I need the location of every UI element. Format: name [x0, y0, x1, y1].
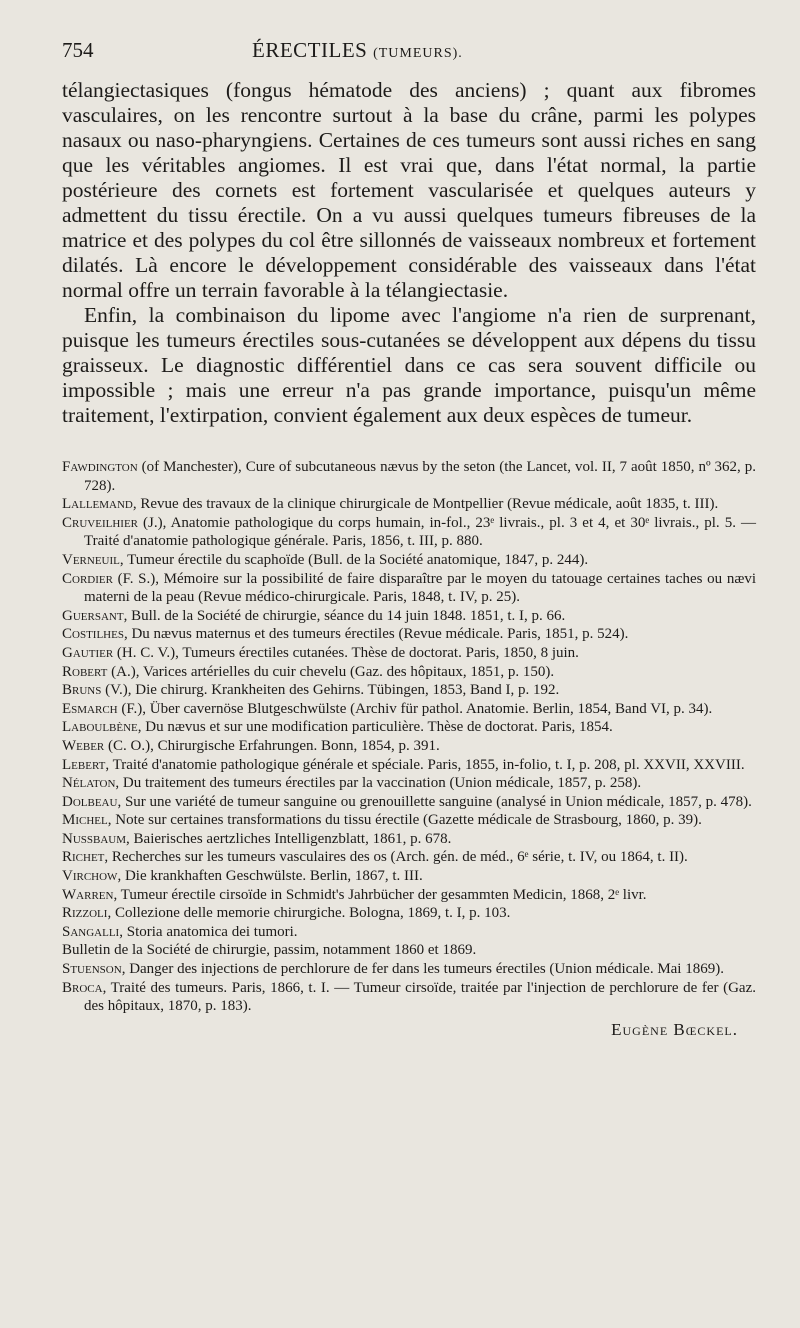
bibliography-entry — [62, 886, 756, 905]
reference-author: Rizzoli — [62, 905, 108, 922]
reference-author: Michel — [62, 812, 108, 829]
bibliography-entry — [62, 979, 756, 1016]
reference-author: Cruveilhier — [62, 514, 138, 531]
reference-text: (A.), Varices artérielles du cuir chevelu (Gaz. des hôpitaux, 1851, p. 150). — [107, 663, 555, 680]
bibliography-entry — [62, 514, 756, 551]
reference-author: Cordier — [62, 570, 113, 587]
reference-text: , Danger des injections de perchlorure de fer dans les tumeurs érectiles (Union médicale. Mai 1869). — [121, 961, 724, 978]
reference-author: Warren — [62, 886, 114, 903]
reference-text: (F. S.), Mémoire sur la possibilité de faire disparaître par le moyen du tatouage certaines taches ou nævi materni de la peau (Revue médico-chirurgicale. Paris, 1848, t. IV, p. 25). — [84, 570, 756, 606]
bibliography-entry — [62, 923, 756, 942]
reference-author: Bruns — [62, 682, 102, 699]
reference-text: , Storia anatomica dei tumori. — [119, 923, 298, 940]
reference-text: (C. O.), Chirurgische Erfahrungen. Bonn, 1854, p. 391. — [104, 737, 440, 754]
reference-text: , Baierisches aertzliches Intelligenzblatt, 1861, p. 678. — [126, 830, 452, 847]
bibliography-entry — [62, 941, 756, 960]
bibliography-entry — [62, 495, 756, 514]
reference-text: , Tumeur érectile du scaphoïde (Bull. de la Société anatomique, 1847, p. 244). — [119, 551, 589, 568]
bibliography-entry — [62, 551, 756, 570]
page-number: 754 — [62, 38, 94, 62]
bibliography-entry — [62, 774, 756, 793]
bibliography — [62, 458, 756, 1016]
reference-author: Guersant — [62, 607, 124, 624]
bibliography-entry — [62, 811, 756, 830]
reference-author: Gautier — [62, 644, 114, 661]
reference-text: (H. C. V.), Tumeurs érectiles cutanées. Thèse de doctorat. Paris, 1850, 8 juin. — [113, 644, 579, 661]
body-text — [62, 78, 756, 428]
reference-text: (of Manchester), Cure of subcutaneous nævus by the seton (the Lancet, vol. II, 7 août 1850, nº 362, p. 728). — [84, 459, 756, 494]
reference-text: , Traité des tumeurs. Paris, 1866, t. I. — Tumeur cirsoïde, traitée par l'injection de perchlorure de fer (Gaz. des hôpitaux, 1870, p. 183). — [84, 979, 756, 1015]
bibliography-entry — [62, 867, 756, 886]
reference-text: , Traité d'anatomie pathologique générale et spéciale. Paris, 1855, in-folio, t. I, p. 208, pl. XXVII, XXVIII. — [105, 756, 745, 773]
bibliography-entry — [62, 644, 756, 663]
bibliography-entry — [62, 700, 756, 719]
bibliography-entry — [62, 663, 756, 682]
bibliography-entry — [62, 625, 756, 644]
bibliography-entry — [62, 848, 756, 867]
reference-author: Dolbeau — [62, 793, 118, 810]
bibliography-entry — [62, 718, 756, 737]
reference-text: , Du traitement des tumeurs érectiles par la vaccination (Union médicale, 1857, p. 258). — [115, 775, 642, 792]
reference-author: Lebert — [62, 756, 106, 773]
signature: Eugène Bœckel. — [611, 1019, 738, 1039]
bibliography-entry — [62, 737, 756, 756]
reference-author: Nussbaum — [62, 830, 127, 847]
reference-text: , Recherches sur les tumeurs vasculaires des os (Arch. gén. de méd., 6ᵉ série, t. IV, ou 1864, t. II). — [104, 849, 688, 866]
reference-author: Virchow — [62, 868, 118, 885]
bibliography-entry — [62, 458, 756, 495]
reference-text: (J.), Anatomie pathologique du corps humain, in-fol., 23ᵉ livrais., pl. 3 et 4, et 30ᵉ livrais., pl. 5. — Traité d'anatomie pathologique générale. Paris, 1856, t. III, p. 880. — [84, 514, 756, 550]
reference-text: Bulletin de la Société de chirurgie, passim, notamment 1860 et 1869. — [62, 942, 477, 959]
reference-text: , Du nævus et sur une modification particulière. Thèse de doctorat. Paris, 1854. — [137, 719, 613, 736]
reference-text: , Collezione delle memorie chirurgiche. Bologna, 1869, t. I, p. 103. — [107, 905, 511, 922]
reference-text: , Note sur certaines transformations du tissu érectile (Gazette médicale de Strasbourg, 1860, p. 39). — [107, 812, 702, 829]
bibliography-entry — [62, 607, 756, 626]
bibliography-entry — [62, 960, 756, 979]
reference-text: , Du nævus maternus et des tumeurs érectiles (Revue médicale. Paris, 1851, p. 524). — [123, 626, 629, 643]
reference-text: , Bull. de la Société de chirurgie, séance du 14 juin 1848. 1851, t. I, p. 66. — [123, 607, 566, 624]
paragraph-1: télangiectasiques (fongus hématode des anciens) ; quant aux fibromes vasculaires, on les rencontre surtout à la base du crâne, parmi les polypes nasaux ou naso-pharyngiens. Certaines de ces tumeurs sont aussi riches en sang que les véritables angiomes. Il est vrai que, dans l'état normal, la partie postérieure des cornets est fortement vascularisée et quelques auteurs y admettent du tissu érectile. On a vu aussi quelques tumeurs fibreuses de la matrice et des polypes du col être sillonnés de vaisseaux nombreux et fortement dilatés. Là encore le développement considérable des vaisseaux dans l'état normal offre un terrain favorable à la télangiectasie. — [62, 78, 756, 302]
bibliography-entry — [62, 830, 756, 849]
reference-author: Robert — [62, 663, 108, 680]
reference-text: , Tumeur érectile cirsoïde in Schmidt's Jahrbücher der gesammten Medicin, 1868, 2ᵉ livr. — [113, 886, 647, 903]
reference-text: , Sur une variété de tumeur sanguine ou grenouillette sanguine (analysé in Union médicale, 1857, p. 478). — [117, 793, 752, 810]
bibliography-entry — [62, 793, 756, 812]
reference-author: Fawdington — [62, 459, 138, 475]
running-title-sub: (TUMEURS). — [373, 46, 463, 61]
reference-author: Weber — [62, 737, 105, 754]
reference-text: (V.), Die chirurg. Krankheiten des Gehirns. Tübingen, 1853, Band I, p. 192. — [101, 682, 560, 699]
reference-author: Laboulbène — [62, 719, 138, 736]
bibliography-entry — [62, 904, 756, 923]
reference-author: Lallemand — [62, 496, 133, 513]
reference-author: Stuenson — [62, 961, 122, 978]
reference-author: Sangalli — [62, 923, 120, 940]
reference-text: , Die krankhaften Geschwülste. Berlin, 1867, t. III. — [117, 868, 423, 885]
reference-author: Verneuil — [62, 551, 120, 568]
reference-author: Esmarch — [62, 700, 118, 717]
reference-author: Richet — [62, 849, 105, 866]
reference-text: (F.), Über cavernöse Blutgeschwülste (Archiv für pathol. Anatomie. Berlin, 1854, Band VI, p. 34). — [117, 700, 713, 717]
reference-author: Costilhes — [62, 626, 124, 643]
reference-author: Broca — [62, 979, 103, 996]
bibliography-entry — [62, 681, 756, 700]
running-title — [252, 38, 463, 63]
reference-text: , Revue des travaux de la clinique chirurgicale de Montpellier (Revue médicale, août 1835, t. III). — [132, 496, 719, 513]
bibliography-entry — [62, 570, 756, 607]
page-header — [62, 38, 756, 78]
paragraph-2: Enfin, la combinaison du lipome avec l'angiome n'a rien de surprenant, puisque les tumeurs érectiles sous-cutanées se développent aux dépens du tissu graisseux. Le diagnostic différentiel dans ce cas sera souvent difficile ou impossible ; mais une erreur n'a pas grande importance, puisqu'un même traitement, l'extirpation, convient également aux deux espèces de tumeur. — [62, 303, 756, 427]
bibliography-entry — [62, 756, 756, 775]
running-title-main: ÉRECTILES — [252, 38, 368, 62]
reference-author: Nélaton — [62, 775, 116, 792]
